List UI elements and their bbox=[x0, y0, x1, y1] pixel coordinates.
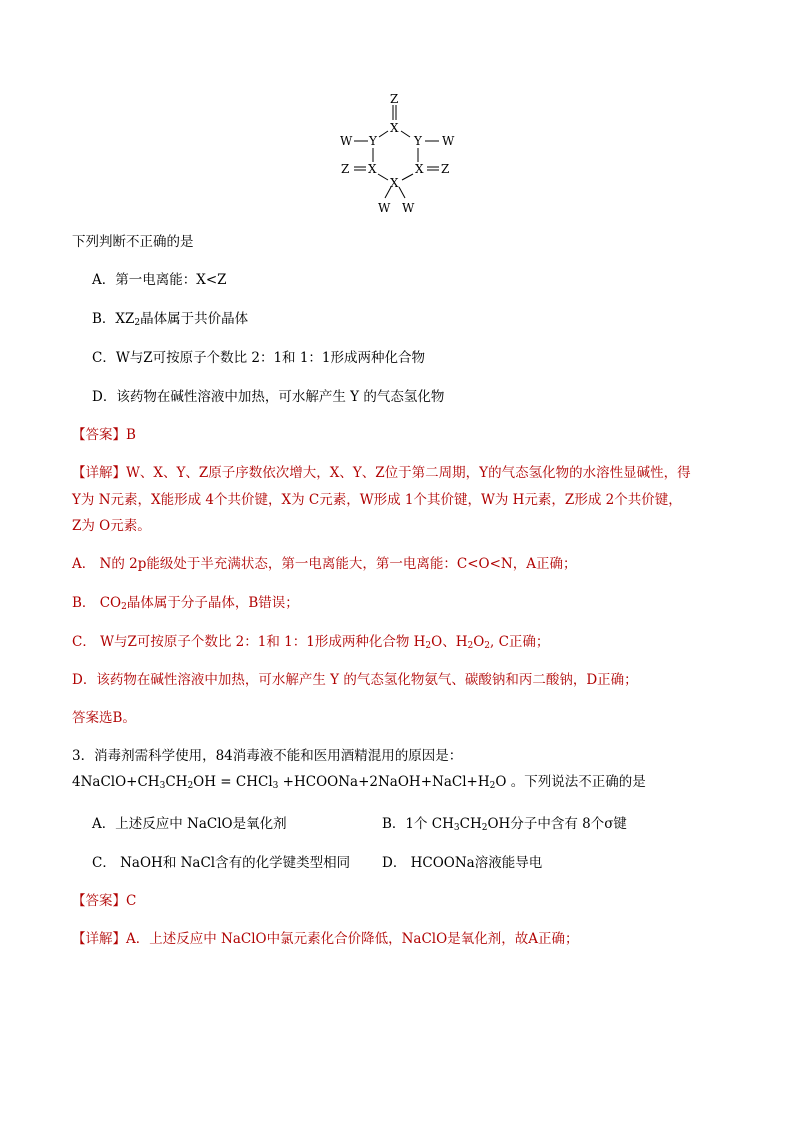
subscript: 2 bbox=[467, 641, 474, 651]
detail-tag: 【详解】 bbox=[72, 465, 126, 481]
molecule-structure-diagram bbox=[330, 92, 470, 217]
text-part: OH = CHCl bbox=[193, 774, 273, 790]
subscript: 2 bbox=[484, 641, 491, 651]
answer-value: C bbox=[126, 893, 137, 909]
explanation-a: A． N的 2p能级处于半充满状态，第一电离能大，第一电离能：C<O<N，A正确； bbox=[72, 556, 577, 572]
atom-label: Z bbox=[390, 92, 399, 106]
answer-value: B bbox=[126, 427, 136, 443]
subscript: 2 bbox=[187, 781, 194, 791]
text-part: 4NaClO+CH bbox=[72, 774, 160, 790]
atom-label: Z bbox=[341, 162, 350, 176]
text-part: OH分子中含有 8个σ键 bbox=[487, 816, 627, 832]
q3-option-a: A．上述反应中 NaClO是氧化剂 bbox=[92, 816, 287, 832]
text-part: CH bbox=[459, 816, 482, 832]
formula: XZ bbox=[115, 311, 135, 327]
atom-label: Y bbox=[369, 134, 377, 148]
text-part: B． CO bbox=[72, 595, 122, 611]
q3-detail-line bbox=[72, 929, 578, 949]
conclusion: 答案选B。 bbox=[72, 710, 136, 726]
atom-label: W bbox=[340, 134, 353, 148]
text-part: , C正确； bbox=[490, 634, 550, 650]
reaction-equation bbox=[72, 772, 646, 796]
subscript: 2 bbox=[425, 641, 432, 651]
option-a: A．第一电离能：X<Z bbox=[92, 272, 227, 288]
text-part: CH bbox=[165, 774, 188, 790]
detail-line-3: Z为 O元素。 bbox=[72, 518, 151, 534]
explanation-d: D．该药物在碱性溶液中加热，可水解产生 Y 的气态氢化物氨气、碳酸钠和丙二酸钠，D正确； bbox=[72, 672, 638, 688]
subscript: 2 bbox=[121, 602, 127, 612]
detail-line-1 bbox=[72, 463, 691, 483]
detail-text: W、X、Y、Z原子序数依次增大，X、Y、Z位于第二周期，Y的气态氢化物的水溶性显碱性，得 bbox=[126, 465, 691, 481]
option-b bbox=[92, 309, 248, 333]
answer-line bbox=[72, 425, 136, 445]
option-b-prefix: B． bbox=[92, 311, 116, 327]
text-part: B．1个 CH bbox=[382, 816, 454, 832]
subscript: 3 bbox=[272, 781, 279, 791]
atom-label: X bbox=[390, 121, 399, 135]
q3-option-d: D． HCOONa溶液能导电 bbox=[382, 855, 543, 871]
question-3-stem: 3．消毒剂需科学使用，84消毒液不能和医用酒精混用的原因是： bbox=[72, 748, 463, 764]
option-c: C．W与Z可按原子个数比 2：1和 1：1形成两种化合物 bbox=[92, 350, 426, 366]
subscript: 3 bbox=[159, 781, 166, 791]
option-d: D．该药物在碱性溶液中加热，可水解产生 Y 的气态氢化物 bbox=[92, 389, 445, 405]
formula-subscript: 2 bbox=[134, 318, 141, 328]
option-b-text: 晶体属于共价晶体 bbox=[140, 311, 249, 327]
answer-tag: 【答案】 bbox=[72, 427, 126, 443]
text-part: O bbox=[473, 634, 485, 650]
atom-label: X bbox=[390, 176, 399, 190]
text-part: O、H bbox=[431, 634, 468, 650]
atom-label: W bbox=[442, 134, 455, 148]
text-part: C． W与Z可按原子个数比 2：1和 1：1形成两种化合物 H bbox=[72, 634, 426, 650]
q3-answer-line bbox=[72, 891, 136, 911]
answer-tag: 【答案】 bbox=[72, 893, 126, 909]
detail-text: A．上述反应中 NaClO中氯元素化合价降低，NaClO是氧化剂，故A正确； bbox=[126, 931, 579, 947]
atom-label: W bbox=[402, 201, 415, 215]
explanation-b bbox=[72, 593, 299, 617]
subscript: 3 bbox=[453, 823, 460, 833]
q3-option-b bbox=[382, 814, 627, 838]
explanation-c bbox=[72, 632, 549, 656]
q3-option-c: C． NaOH和 NaCl含有的化学键类型相同 bbox=[92, 855, 351, 871]
atom-label: X bbox=[415, 162, 424, 176]
text-part: +HCOONa+2NaOH+NaCl+H bbox=[278, 774, 490, 790]
detail-line-2: Y为 N元素，X能形成 4个共价键，X为 C元素，W形成 1个其价键，W为 H元素，Z形成 2个共价键， bbox=[72, 492, 682, 508]
atom-label: W bbox=[378, 201, 391, 215]
subscript: 2 bbox=[489, 781, 496, 791]
detail-tag: 【详解】 bbox=[72, 931, 126, 947]
atom-label: Z bbox=[441, 162, 450, 176]
text-part: O 。下列说法不正确的是 bbox=[495, 774, 646, 790]
subscript: 2 bbox=[481, 823, 488, 833]
question-stem: 下列判断不正确的是 bbox=[72, 234, 194, 250]
text-part: 晶体属于分子晶体，B错误； bbox=[126, 595, 299, 611]
atom-label: X bbox=[368, 162, 377, 176]
atom-label: Y bbox=[414, 134, 422, 148]
